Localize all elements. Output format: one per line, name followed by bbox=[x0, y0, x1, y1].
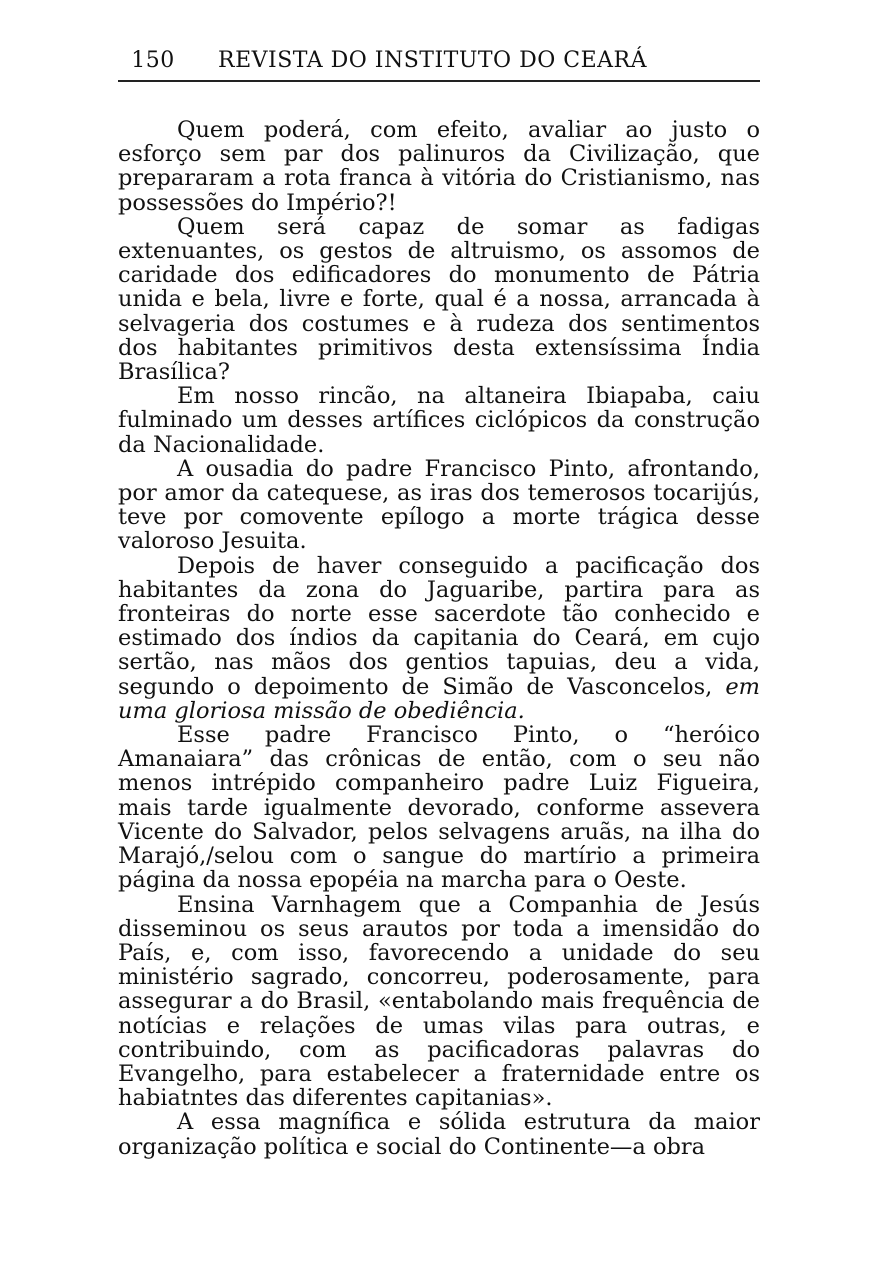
paragraph: Em nosso rincão, na altaneira Ibiapaba, caiu fulminado um desses artífices ciclópicos da construção da Nacionalidade. bbox=[118, 383, 760, 458]
italic-quote: em uma gloriosa missão de obediência. bbox=[118, 673, 760, 724]
body-text bbox=[118, 118, 760, 1159]
paragraph bbox=[118, 554, 760, 723]
paragraph: Esse padre Francisco Pinto, o “heróico Amanaiara” das crônicas de então, com o seu não menos intrépido companheiro padre Luiz Figueira, mais tarde igualmente devorado, conforme assevera Vicente do Salvador, pelos selvagens aruãs, na ilha do Marajó,/selou com o sangue do martírio a primeira página da nossa epopéia na marcha para o Oeste. bbox=[118, 722, 760, 894]
paragraph: Ensina Varnhagem que a Companhia de Jesús disseminou os seus arautos por toda a imensidão do País, e, com isso, favorecendo a unidade do seu ministério sagrado, concorreu, poderosamente, para assegurar a do Brasil, «entabolando mais frequência de notícias e relações de umas vilas para outras, e contribuindo, com as pacificadoras palavras do Evangelho, para estabelecer a fraternidade entre os habiatntes das diferentes capitanias». bbox=[118, 891, 760, 1112]
paragraph: Quem poderá, com efeito, avaliar ao justo o esforço sem par dos palinuros da Civilização, que prepararam a rota franca à vitória do Cristianismo, nas possessões do Império?! bbox=[118, 117, 760, 216]
paragraph-text: Depois de haver conseguido a pacificação dos habitantes da zona do Jaguaribe, partira para as fronteiras do norte esse sacerdote tão conhecido e estimado dos índios da capitania do Ceará, em cujo sertão, nas mãos dos gentios tapuias, deu a vida, segundo o depoimento de Simão de Vasconcelos, bbox=[118, 552, 760, 700]
running-title: REVISTA DO INSTITUTO DO CEARÁ bbox=[218, 48, 647, 73]
book-page bbox=[118, 48, 760, 1159]
page-number: 150 bbox=[131, 48, 175, 73]
paragraph: Quem será capaz de somar as fadigas extenuantes, os gestos de altruismo, os assomos de caridade dos edificadores do monumento de Pátria unida e bela, livre e forte, qual é a nossa, arrancada à selvageria dos costumes e à rudeza dos sentimentos dos habitantes primitivos desta extensíssima Índia Brasílica? bbox=[118, 213, 760, 386]
paragraph: A ousadia do padre Francisco Pinto, afrontando, por amor da catequese, as iras dos temerosos tocarijús, teve por comovente epílogo a morte trágica desse valoroso Jesuita. bbox=[118, 455, 760, 555]
running-header bbox=[118, 48, 760, 82]
paragraph: A essa magnífica e sólida estrutura da maior organização política e social do Continente—a obra bbox=[118, 1109, 760, 1160]
